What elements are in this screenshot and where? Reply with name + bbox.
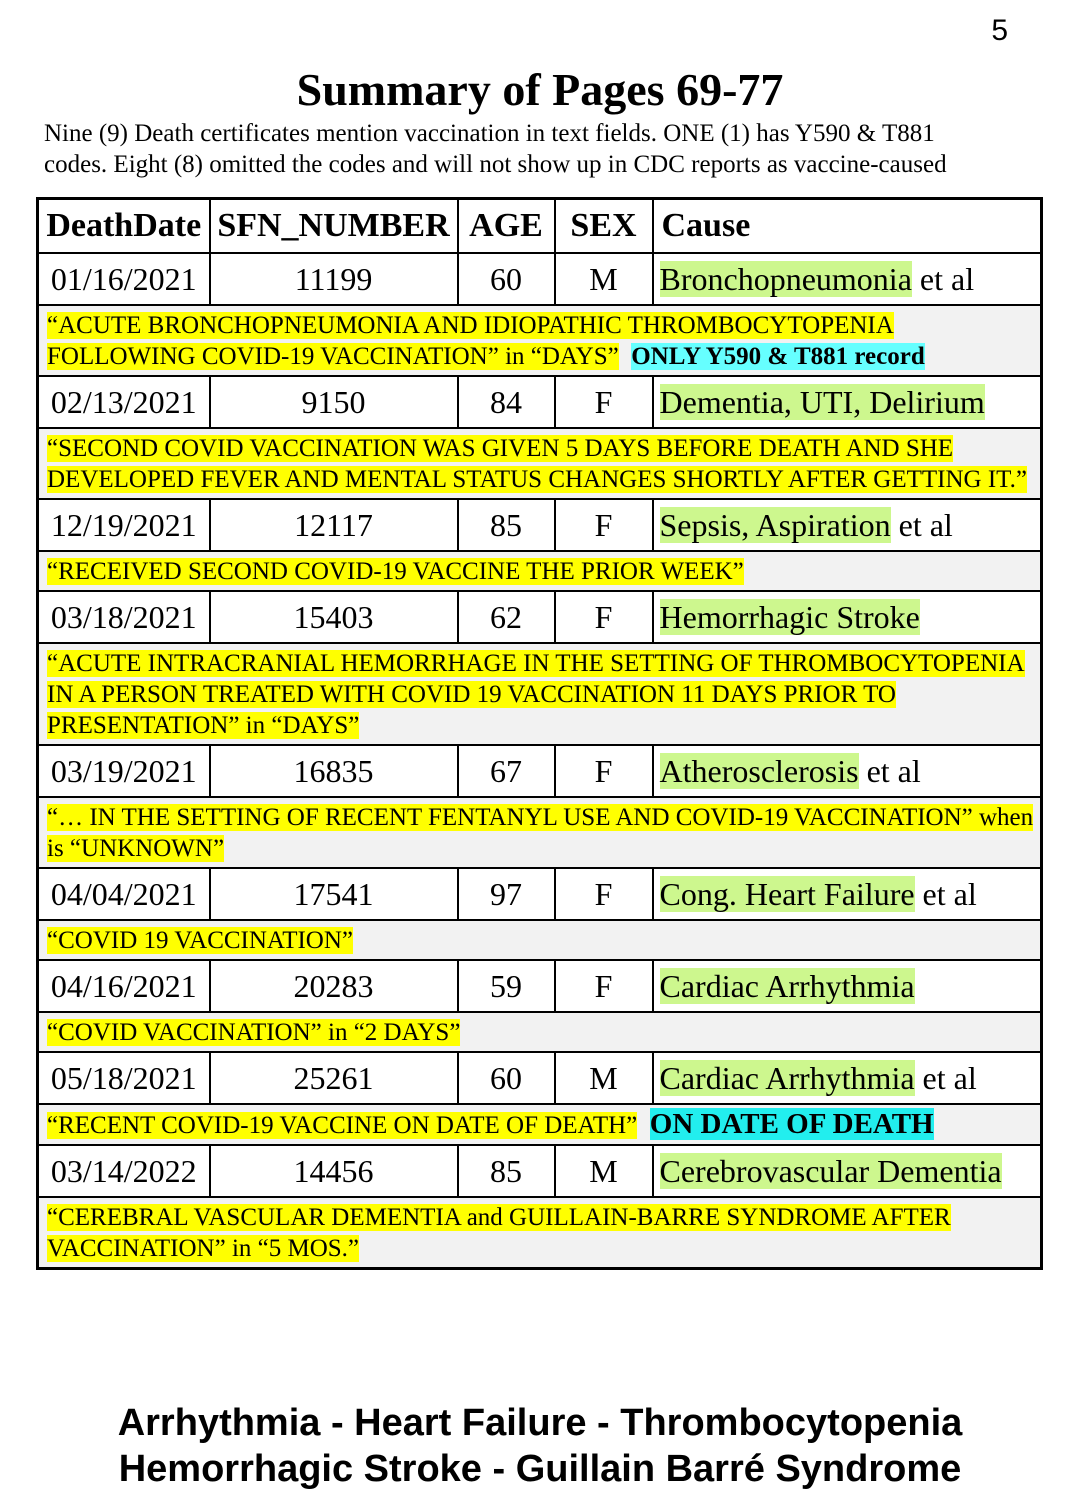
header-sfn-number: SFN_NUMBER <box>210 199 458 254</box>
note-flag: ON DATE OF DEATH <box>649 1108 934 1140</box>
table-header-row <box>38 199 1042 254</box>
note-text: “SECOND COVID VACCINATION WAS GIVEN 5 DAYS BEFORE DEATH AND SHE DEVELOPED FEVER AND MENTAL STATUS CHANGES SHORTLY AFTER GETTING IT.” <box>47 435 1027 493</box>
note-cell <box>38 305 1042 376</box>
cause-cell <box>653 376 1042 428</box>
sex-cell: F <box>555 868 653 920</box>
death-date-cell: 03/19/2021 <box>38 745 210 797</box>
intro-text <box>44 118 1044 180</box>
sex-cell: F <box>555 960 653 1012</box>
sfn-number-cell: 17541 <box>210 868 458 920</box>
intro-line-1: Nine (9) Death certificates mention vaccination in text fields. ONE (1) has Y590 & T881 <box>44 120 935 147</box>
death-date-cell: 03/14/2022 <box>38 1145 210 1197</box>
note-text: “ACUTE INTRACRANIAL HEMORRHAGE IN THE SETTING OF THROMBOCYTOPENIA IN A PERSON TREATED WITH COVID 19 VACCINATION 11 DAYS PRIOR TO PRESENTATION” in “DAYS” <box>47 650 1025 739</box>
age-cell: 85 <box>458 499 555 551</box>
note-flag: ONLY Y590 & T881 record <box>631 343 925 370</box>
record-row <box>38 868 1042 920</box>
sex-cell: M <box>555 1052 653 1104</box>
note-cell <box>38 797 1042 868</box>
sfn-number-cell: 15403 <box>210 591 458 643</box>
note-flag-spacer <box>637 1112 650 1139</box>
death-date-cell: 04/04/2021 <box>38 868 210 920</box>
note-text: “RECEIVED SECOND COVID-19 VACCINE THE PRIOR WEEK” <box>47 558 744 585</box>
cause-highlight: Cong. Heart Failure <box>659 875 915 912</box>
note-cell <box>38 920 1042 960</box>
note-flag-spacer <box>619 343 632 370</box>
death-date-cell: 01/16/2021 <box>38 253 210 305</box>
cause-cell <box>653 253 1042 305</box>
sfn-number-cell: 9150 <box>210 376 458 428</box>
sex-cell: F <box>555 745 653 797</box>
note-text: “RECENT COVID-19 VACCINE ON DATE OF DEATH” <box>47 1112 638 1139</box>
note-row <box>38 920 1042 960</box>
death-date-cell: 12/19/2021 <box>38 499 210 551</box>
death-date-cell: 03/18/2021 <box>38 591 210 643</box>
age-cell: 67 <box>458 745 555 797</box>
cause-cell <box>653 591 1042 643</box>
sex-cell: M <box>555 1145 653 1197</box>
death-date-cell: 02/13/2021 <box>38 376 210 428</box>
cause-cell <box>653 499 1042 551</box>
age-cell: 85 <box>458 1145 555 1197</box>
death-date-cell: 04/16/2021 <box>38 960 210 1012</box>
note-row <box>38 1197 1042 1269</box>
header-death-date: DeathDate <box>38 199 210 254</box>
sex-cell: F <box>555 376 653 428</box>
note-row <box>38 797 1042 868</box>
sex-cell: F <box>555 499 653 551</box>
age-cell: 97 <box>458 868 555 920</box>
note-text: “CEREBRAL VASCULAR DEMENTIA and GUILLAIN-BARRE SYNDROME AFTER VACCINATION” in “5 MOS.” <box>47 1204 951 1262</box>
age-cell: 60 <box>458 253 555 305</box>
age-cell: 84 <box>458 376 555 428</box>
page-number: 5 <box>991 14 1008 47</box>
cause-highlight: Hemorrhagic Stroke <box>659 598 920 635</box>
intro-line-2: codes. Eight (8) omitted the codes and will not show up in CDC reports as vaccine-caused <box>44 151 947 178</box>
cause-highlight: Cardiac Arrhythmia <box>659 1059 915 1096</box>
header-age: AGE <box>458 199 555 254</box>
note-row <box>38 1104 1042 1145</box>
sfn-number-cell: 20283 <box>210 960 458 1012</box>
age-cell: 62 <box>458 591 555 643</box>
note-row <box>38 643 1042 745</box>
note-text: “… IN THE SETTING OF RECENT FENTANYL USE AND COVID-19 VACCINATION” when is “UNKNOWN” <box>47 804 1034 862</box>
sfn-number-cell: 25261 <box>210 1052 458 1104</box>
note-cell <box>38 1012 1042 1052</box>
cause-highlight: Cerebrovascular Dementia <box>659 1152 1002 1189</box>
cause-suffix: et al <box>914 1059 977 1096</box>
summary-table <box>36 197 1043 1270</box>
header-sex: SEX <box>555 199 653 254</box>
age-cell: 59 <box>458 960 555 1012</box>
cause-highlight: Atherosclerosis <box>659 752 859 789</box>
cause-highlight: Cardiac Arrhythmia <box>659 967 915 1004</box>
age-cell: 60 <box>458 1052 555 1104</box>
note-text: “COVID 19 VACCINATION” <box>47 927 354 954</box>
sex-cell: F <box>555 591 653 643</box>
note-cell <box>38 551 1042 591</box>
footer-summary <box>0 1400 1080 1492</box>
record-row <box>38 591 1042 643</box>
footer-line-2: Hemorrhagic Stroke - Guillain Barré Syndrome <box>118 1448 962 1490</box>
cause-suffix: et al <box>858 752 921 789</box>
cause-highlight: Dementia, UTI, Delirium <box>659 383 985 420</box>
cause-suffix: et al <box>890 506 953 543</box>
sfn-number-cell: 14456 <box>210 1145 458 1197</box>
note-text: “COVID VACCINATION” in “2 DAYS” <box>47 1019 461 1046</box>
note-cell <box>38 428 1042 499</box>
sfn-number-cell: 11199 <box>210 253 458 305</box>
note-cell <box>38 1197 1042 1269</box>
page-title: Summary of Pages 69-77 <box>296 64 784 115</box>
sfn-number-cell: 16835 <box>210 745 458 797</box>
cause-suffix: et al <box>911 260 975 297</box>
footer-line-1: Arrhythmia - Heart Failure - Thrombocytopenia <box>117 1402 963 1444</box>
cause-cell <box>653 1145 1042 1197</box>
record-row <box>38 960 1042 1012</box>
note-row <box>38 551 1042 591</box>
note-row <box>38 305 1042 376</box>
cause-cell <box>653 1052 1042 1104</box>
cause-cell <box>653 960 1042 1012</box>
note-text: “ACUTE BRONCHOPNEUMONIA AND IDIOPATHIC THROMBOCYTOPENIA FOLLOWING COVID-19 VACCINATION” in “DAYS” <box>47 312 894 370</box>
note-row <box>38 428 1042 499</box>
record-row <box>38 1052 1042 1104</box>
note-cell <box>38 1104 1042 1145</box>
note-row <box>38 1012 1042 1052</box>
record-row <box>38 376 1042 428</box>
record-row <box>38 745 1042 797</box>
cause-suffix: et al <box>914 875 977 912</box>
sfn-number-cell: 12117 <box>210 499 458 551</box>
record-row <box>38 1145 1042 1197</box>
cause-cell <box>653 868 1042 920</box>
cause-highlight: Bronchopneumonia <box>659 260 912 297</box>
record-row <box>38 499 1042 551</box>
record-row <box>38 253 1042 305</box>
cause-cell <box>653 745 1042 797</box>
note-cell <box>38 643 1042 745</box>
cause-highlight: Sepsis, Aspiration <box>659 506 891 543</box>
sex-cell: M <box>555 253 653 305</box>
death-date-cell: 05/18/2021 <box>38 1052 210 1104</box>
header-cause: Cause <box>653 199 1042 254</box>
